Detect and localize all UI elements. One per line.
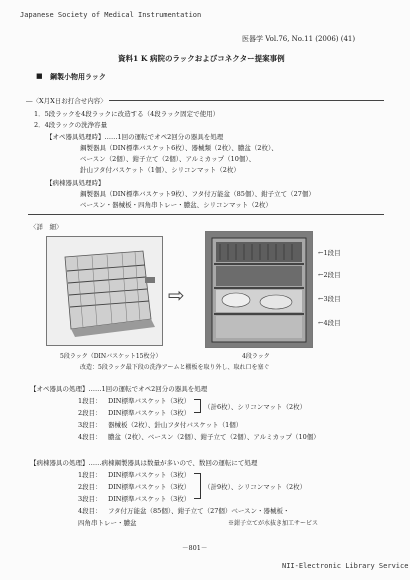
ward-line-2: ベースン・器械板・四角串トレー・膿盆、シリコンマット（2枚） bbox=[80, 201, 272, 209]
op-line-1: 鋼製器具（DIN標準バスケット6枚）、器械類（2枚）、膿盆（2枚）、 bbox=[80, 144, 278, 152]
op-tier-4: 4段目： bbox=[78, 433, 102, 441]
proposal-item-1: 1．5段ラックを4段ラックに改造する（4段ラック固定で使用） bbox=[34, 110, 220, 118]
ward-tier-3-content: DIN標準バスケット（3枚） bbox=[108, 495, 191, 503]
tier-label-2: ←2段目 bbox=[318, 271, 341, 279]
tier-label-4: ←4段目 bbox=[318, 319, 341, 327]
op-group-note: （計6枚）、シリコンマット（2枚） bbox=[204, 403, 307, 411]
ward-tier-1-content: DIN標準バスケット（3枚） bbox=[108, 471, 191, 479]
document-title: 資料1 K 病院のラックおよびコネクター提案事例 bbox=[118, 54, 285, 63]
op-tier-3-content: 器械板（2枚）、針山フタ付バスケット（1個） bbox=[108, 421, 243, 429]
footer-library: NII-Electronic Library Service bbox=[282, 562, 409, 570]
rack-illustration-icon bbox=[206, 232, 312, 347]
ward-tier-4: 4段目： bbox=[78, 507, 102, 515]
right-rack-caption: 4段ラック bbox=[242, 353, 270, 360]
ward-table-heading: 【病棟器具の処理】……病棟鋼製器具は数量が多いので、数回の運転にて処理 bbox=[30, 459, 258, 467]
ward-processing-heading: 【病棟器具処理時】 bbox=[46, 179, 105, 187]
op-tier-2: 2段目： bbox=[78, 409, 102, 417]
meeting-heading: ―〈X月X日お打合せ内容〉 bbox=[26, 97, 107, 105]
separator-line bbox=[28, 214, 384, 215]
op-processing-heading: 【オペ器具処理時】……1回の運転でオペ2回分の器具を処理 bbox=[46, 133, 224, 141]
ward-tier-2-content: DIN標準バスケット（3枚） bbox=[108, 483, 191, 491]
proposal-item-2: 2．4段ラックの洗浄容量 bbox=[34, 121, 108, 129]
op-tier-3: 3段目： bbox=[78, 421, 102, 429]
ward-group-note: （計9枚）、シリコンマット（2枚） bbox=[204, 483, 307, 491]
tier-label-3: ←3段目 bbox=[318, 295, 341, 303]
rack-illustration-icon bbox=[47, 237, 162, 345]
op-line-2: ベースン（2個）、鉗子立て（2個）、アルミカップ（10個）、 bbox=[80, 155, 256, 163]
ward-tier-2: 2段目： bbox=[78, 483, 102, 491]
op-tier-2-content: DIN標準バスケット（3枚） bbox=[108, 409, 191, 417]
section-bullet: ■ bbox=[36, 72, 43, 80]
op-tier-1-content: DIN標準バスケット（3枚） bbox=[108, 397, 191, 405]
modification-note: 改造：5段ラック最下段の洗浄アームと棚板を取り外し、取れ口を塞ぐ bbox=[80, 364, 270, 371]
ward-footnote: ※鉗子立てが水抜き加工サービス bbox=[228, 520, 319, 527]
section-heading: 鋼製小物用ラック bbox=[50, 72, 106, 81]
journal-reference: 医器学 Vol.76, No.11 (2006) (41) bbox=[242, 35, 356, 43]
ward-tier-4-content: フタ付万能盆（85個）、鉗子立て（27個）ベースン・器械板・ bbox=[108, 507, 290, 515]
group-bracket bbox=[194, 473, 201, 499]
detail-label: 〈詳 細〉 bbox=[30, 223, 63, 231]
left-rack-caption: 5段ラック（DINバスケット15枚分） bbox=[60, 353, 162, 360]
group-bracket bbox=[194, 399, 201, 413]
tier-label-1: ←1段目 bbox=[318, 249, 341, 257]
op-tier-4-content: 膿盆（2枚）、ベースン（2個）、鉗子立て（2個）、アルミカップ（10個） bbox=[108, 433, 320, 441]
ward-tier-3: 3段目： bbox=[78, 495, 102, 503]
page-number: －801－ bbox=[182, 544, 208, 552]
conversion-arrow-icon: ⇨ bbox=[168, 283, 185, 307]
ward-line-1: 鋼製器具（DIN標準バスケット9枚）、フタ付万能盆（85個）、鉗子立て（27個） bbox=[80, 190, 315, 198]
ward-last-line: 四角串トレー・膿盆 bbox=[78, 519, 137, 527]
op-tier-1: 1段目： bbox=[78, 397, 102, 405]
op-line-3: 針山フタ付バスケット（1個）、シリコンマット（2枚） bbox=[80, 166, 240, 174]
society-header: Japanese Society of Medical Instrumentation bbox=[20, 11, 202, 19]
four-tier-rack-photo bbox=[205, 231, 313, 348]
ward-tier-1: 1段目： bbox=[78, 471, 102, 479]
op-table-heading: 【オペ器具の処理】……1回の運転でオペ2回分の器具を処理 bbox=[30, 385, 208, 393]
five-tier-rack-photo bbox=[46, 236, 163, 346]
